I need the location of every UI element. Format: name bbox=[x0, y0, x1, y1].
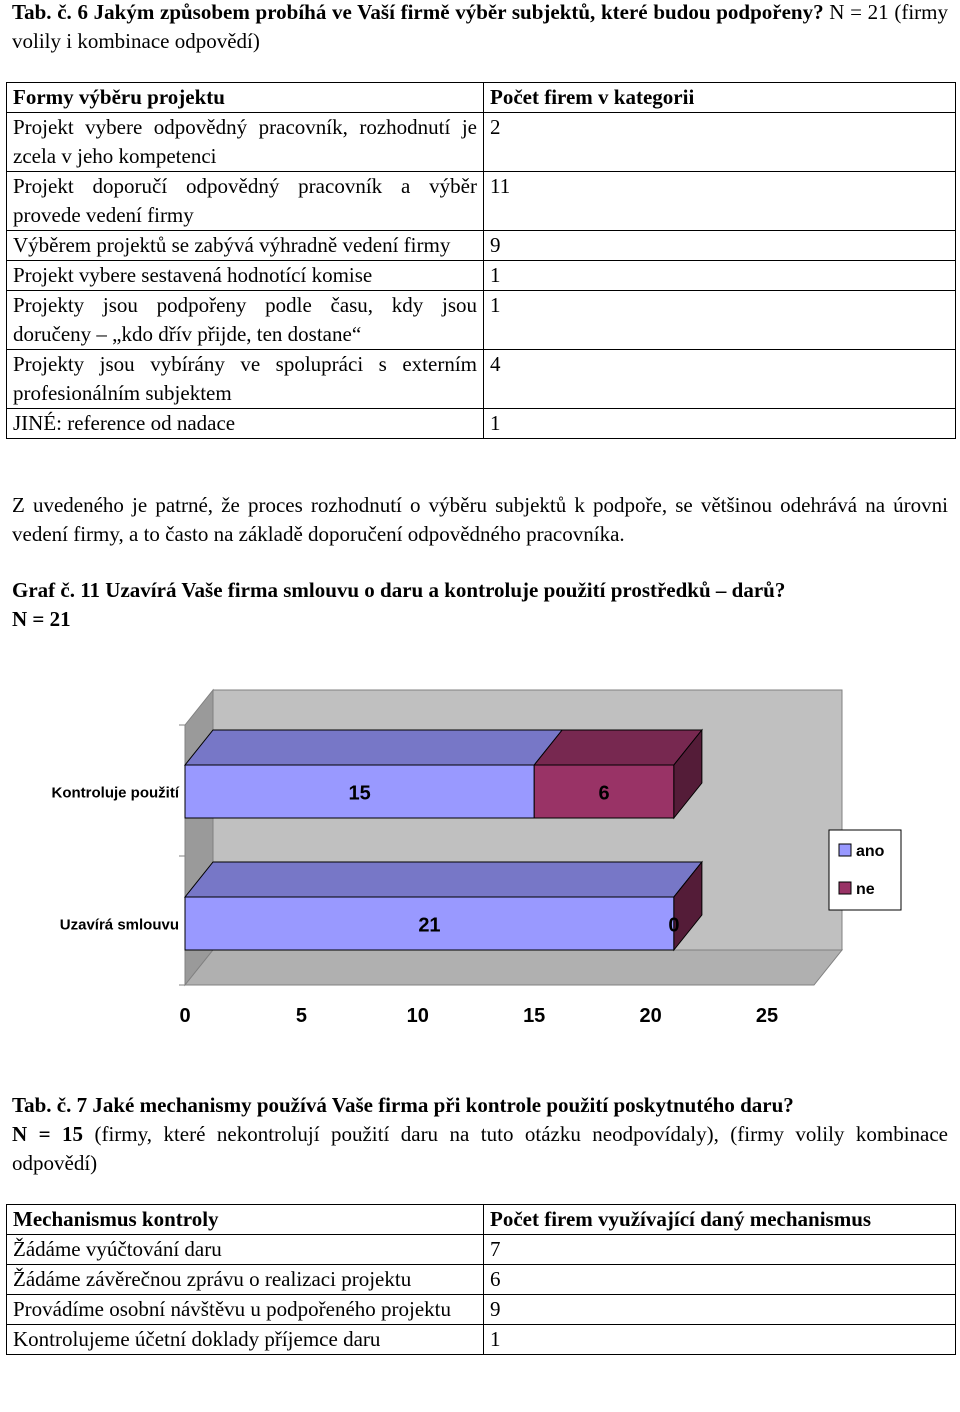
table6-caption-note: N = 21 (firmy volily i kombinace odpovědí) bbox=[12, 0, 948, 53]
table-cell: 1 bbox=[484, 1325, 956, 1355]
table-cell: Výběrem projektů se zabývá výhradně vedení firmy bbox=[7, 231, 484, 261]
table7-header-cell: Mechanismus kontroly bbox=[7, 1205, 484, 1235]
chart-legend bbox=[829, 830, 901, 910]
table-cell: 6 bbox=[484, 1265, 956, 1295]
table6-header-cell: Počet firem v kategorii bbox=[484, 83, 956, 113]
table-cell: 1 bbox=[484, 291, 956, 350]
table6-header-row bbox=[7, 83, 956, 113]
table-cell: 1 bbox=[484, 261, 956, 291]
graph-caption-title: Graf č. 11 Uzavírá Vaše firma smlouvu o daru a kontroluje použití prostředků – darů? bbox=[12, 578, 786, 602]
graph-caption bbox=[12, 576, 948, 634]
table-cell: JINÉ: reference od nadace bbox=[7, 409, 484, 439]
table-row bbox=[7, 350, 956, 409]
table7-caption bbox=[12, 1091, 948, 1178]
table6 bbox=[6, 82, 956, 439]
table-row bbox=[7, 113, 956, 172]
table-row bbox=[7, 172, 956, 231]
data-label: 6 bbox=[598, 782, 610, 805]
table-cell: Žádáme závěrečnou zprávu o realizaci projektu bbox=[7, 1265, 484, 1295]
x-tick-label: 5 bbox=[295, 1005, 307, 1027]
table6-caption-title: Tab. č. 6 Jakým způsobem probíhá ve Vaší firmě výběr subjektů, které budou podpořeny? bbox=[12, 0, 824, 24]
category-label: Kontroluje použití bbox=[51, 784, 179, 802]
summary-paragraph: Z uvedeného je patrné, že proces rozhodnutí o výběru subjektů k podpoře, se většinou odehrává na úrovni vedení firmy, a to často na základě doporučení odpovědného pracovníka. bbox=[12, 493, 948, 546]
table6-header-cell: Formy výběru projektu bbox=[7, 83, 484, 113]
legend-label: ano bbox=[856, 843, 885, 860]
chart-floor bbox=[185, 950, 842, 985]
table-row bbox=[7, 231, 956, 261]
table-cell: 7 bbox=[484, 1235, 956, 1265]
table-cell: Projekt vybere odpovědný pracovník, rozhodnutí je zcela v jeho kompetenci bbox=[7, 113, 484, 172]
bar-chart bbox=[0, 660, 960, 1040]
table-cell: Žádáme vyúčtování daru bbox=[7, 1235, 484, 1265]
table-row bbox=[7, 1325, 956, 1355]
legend-swatch bbox=[839, 844, 851, 856]
table-cell: Projekt doporučí odpovědný pracovník a výběr provede vedení firmy bbox=[7, 172, 484, 231]
table-row bbox=[7, 1295, 956, 1325]
legend-label: ne bbox=[856, 881, 875, 898]
table-row bbox=[7, 261, 956, 291]
x-tick-label: 0 bbox=[179, 1005, 191, 1027]
table-row bbox=[7, 409, 956, 439]
bar-top-face bbox=[185, 862, 702, 897]
table-row bbox=[7, 1235, 956, 1265]
bar-top-face bbox=[534, 730, 702, 765]
table-cell: 9 bbox=[484, 231, 956, 261]
x-tick-label: 10 bbox=[406, 1005, 429, 1027]
table-row bbox=[7, 291, 956, 350]
data-label: 0 bbox=[668, 914, 680, 937]
table-cell: 9 bbox=[484, 1295, 956, 1325]
table7-caption-note: N = 15 (firmy, které nekontrolují použití daru na tuto otázku neodpovídaly), (firmy volily kombinace odpovědí) bbox=[12, 1122, 948, 1175]
table-cell: 4 bbox=[484, 350, 956, 409]
table-cell: 2 bbox=[484, 113, 956, 172]
data-label: 21 bbox=[418, 914, 441, 937]
table7 bbox=[6, 1204, 956, 1355]
table7-header-cell: Počet firem využívající daný mechanismus bbox=[484, 1205, 956, 1235]
table-cell: 1 bbox=[484, 409, 956, 439]
table-row bbox=[7, 1265, 956, 1295]
table-cell: Kontrolujeme účetní doklady příjemce daru bbox=[7, 1325, 484, 1355]
x-tick-label: 15 bbox=[523, 1005, 546, 1027]
data-label: 15 bbox=[348, 782, 371, 805]
table7-caption-title: Tab. č. 7 Jaké mechanismy používá Vaše firma při kontrole použití poskytnutého daru? bbox=[12, 1093, 794, 1117]
table6-caption bbox=[12, 0, 948, 56]
category-label: Uzavírá smlouvu bbox=[59, 916, 179, 934]
x-tick-label: 20 bbox=[639, 1005, 662, 1027]
graph-caption-n: N = 21 bbox=[12, 607, 71, 631]
table7-header-row bbox=[7, 1205, 956, 1235]
table-cell: Provádíme osobní návštěvu u podpořeného projektu bbox=[7, 1295, 484, 1325]
table-cell: Projekty jsou vybírány ve spolupráci s externím profesionálním subjektem bbox=[7, 350, 484, 409]
table-cell: 11 bbox=[484, 172, 956, 231]
x-tick-label: 25 bbox=[755, 1005, 779, 1027]
legend-swatch bbox=[839, 882, 851, 894]
bar-top-face bbox=[185, 730, 562, 765]
table-cell: Projekt vybere sestavená hodnotící komise bbox=[7, 261, 484, 291]
legend-box bbox=[829, 830, 901, 910]
table-cell: Projekty jsou podpořeny podle času, kdy jsou doručeny – „kdo dřív přijde, ten dostane“ bbox=[7, 291, 484, 350]
